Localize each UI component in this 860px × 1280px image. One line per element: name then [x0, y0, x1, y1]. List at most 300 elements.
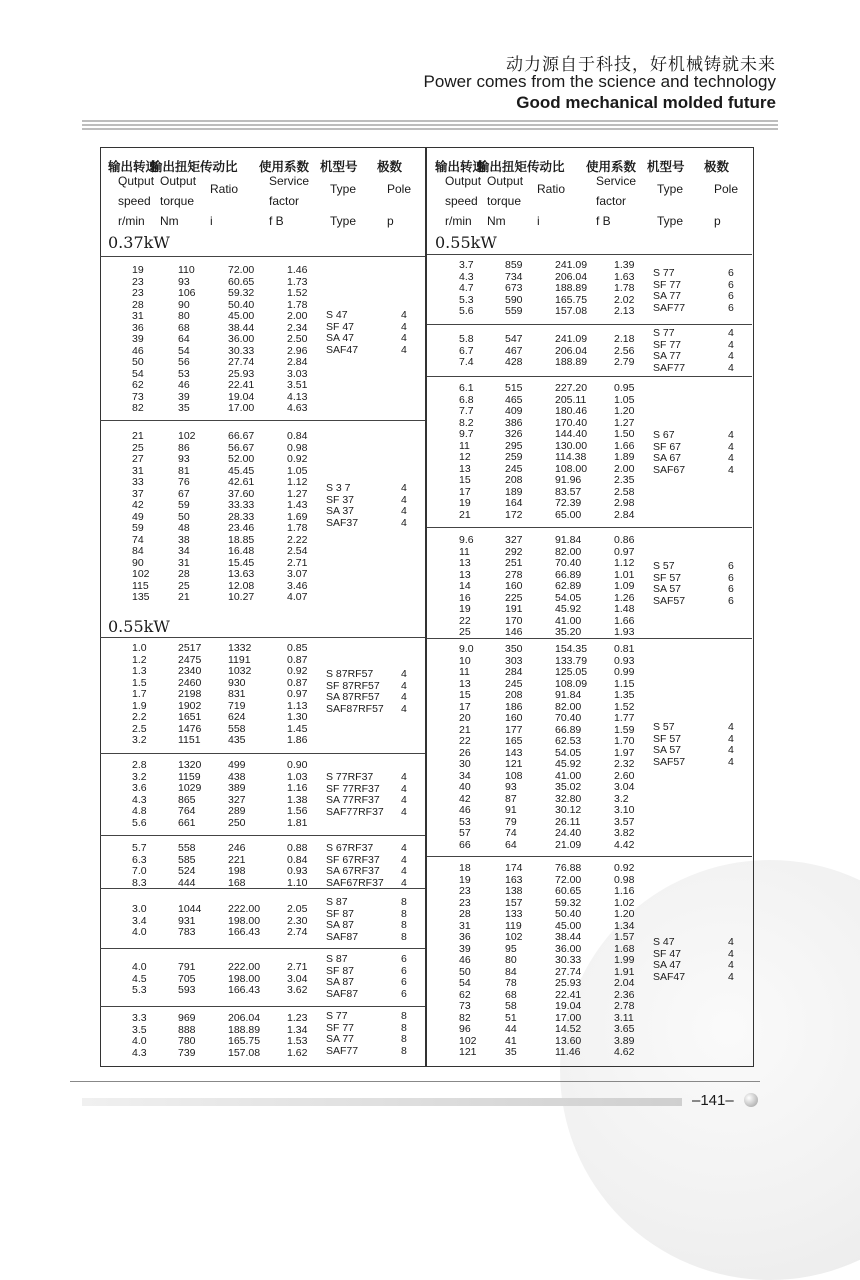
group-divider [100, 948, 425, 949]
service-factor-cell: 3.07 [287, 568, 308, 580]
service-factor-cell: 4.62 [614, 1046, 635, 1058]
ratio-cell: 10.27 [228, 591, 255, 603]
output-torque-cell: 31 [178, 556, 190, 569]
output-speed-cell: 21 [132, 430, 144, 442]
ratio-cell: 624 [228, 711, 246, 723]
output-speed-cell: 28 [459, 908, 471, 920]
type-model-label: SA 47 [326, 332, 355, 344]
service-factor-cell: 1.30 [287, 711, 308, 723]
ratio-cell: 26.11 [555, 815, 581, 828]
type-model-label: SA 77 [653, 290, 682, 302]
ratio-cell: 289 [228, 805, 246, 817]
service-factor-cell: 2.78 [614, 1000, 635, 1012]
type-model-label: SA 77 [653, 350, 682, 362]
header-slogan: Good mechanical molded future [516, 93, 776, 112]
service-factor-cell: 2.02 [614, 293, 635, 306]
ratio-cell: 65.00 [555, 508, 582, 521]
output-torque-cell: 444 [178, 876, 196, 889]
output-speed-cell: 4.3 [459, 270, 474, 283]
output-torque-cell: 64 [178, 333, 190, 345]
type-model-label: SF 57 [653, 571, 682, 584]
output-torque-cell: 35 [178, 402, 190, 414]
header-cell-unit: Type [657, 214, 684, 228]
ratio-cell: 222.00 [228, 903, 261, 915]
output-speed-cell: 22 [459, 735, 471, 747]
service-factor-cell: 2.74 [287, 926, 308, 938]
service-factor-cell: 1.39 [614, 259, 635, 271]
ratio-cell: 30.33 [555, 954, 582, 966]
service-factor-cell: 1.81 [287, 816, 308, 829]
output-speed-cell: 4.7 [459, 282, 474, 294]
output-speed-cell: 27 [132, 453, 144, 465]
pole-count-label: 6 [728, 583, 734, 595]
ratio-cell: 22.41 [228, 379, 255, 391]
output-speed-cell: 5.7 [132, 842, 147, 854]
type-model-label: SA 87 [326, 976, 355, 988]
ratio-cell: 327 [228, 793, 246, 806]
ratio-cell: 16.48 [228, 545, 255, 557]
output-torque-cell: 133 [505, 908, 523, 920]
service-factor-cell: 1.59 [614, 723, 635, 736]
service-factor-cell: 1.12 [287, 476, 308, 488]
ratio-cell: 35.02 [555, 781, 582, 793]
ratio-cell: 45.45 [228, 464, 255, 477]
ratio-cell: 36.00 [228, 333, 255, 345]
output-speed-cell: 5.8 [459, 333, 474, 345]
pole-count-label: 4 [401, 309, 407, 321]
type-model-label: SF 77RF37 [326, 782, 380, 795]
pole-count-label: 4 [728, 970, 734, 983]
output-torque-cell: 791 [178, 961, 196, 973]
pole-count-label: 4 [401, 679, 407, 692]
type-model-label: S 67 [653, 429, 675, 441]
output-speed-cell: 115 [132, 579, 149, 592]
header-title-en: Power comes from the science and technology [423, 72, 776, 91]
power-section-label: 0.55kW [108, 617, 170, 636]
output-torque-cell: 80 [178, 310, 190, 322]
output-speed-cell: 31 [459, 919, 471, 932]
pole-count-label: 8 [401, 1010, 407, 1022]
type-model-label: SF 87RF57 [326, 679, 380, 692]
output-speed-cell: 73 [132, 390, 144, 403]
service-factor-cell: 1.78 [287, 522, 308, 534]
output-speed-cell: 15 [459, 689, 471, 701]
output-speed-cell: 2.5 [132, 722, 147, 735]
type-model-label: SA 67 [653, 452, 682, 464]
output-speed-cell: 4.5 [132, 972, 147, 985]
header-cell-unit: Type [330, 214, 357, 228]
output-torque-cell: 191 [505, 603, 523, 615]
pole-count-label: 4 [401, 876, 407, 889]
pole-count-label: 4 [401, 853, 407, 866]
pole-count-label: 4 [728, 452, 734, 464]
service-factor-cell: 1.13 [287, 699, 308, 712]
ratio-cell: 13.60 [555, 1034, 582, 1047]
output-speed-cell: 17 [459, 485, 471, 498]
group-divider [100, 753, 425, 754]
output-speed-cell: 57 [459, 827, 471, 839]
output-torque-cell: 108 [505, 769, 523, 782]
service-factor-cell: 0.95 [614, 382, 635, 394]
type-model-label: SF 67 [653, 440, 682, 453]
ratio-cell: 1332 [228, 642, 252, 654]
group-divider [100, 1006, 425, 1007]
output-speed-cell: 19 [459, 873, 471, 886]
ratio-cell: 15.45 [228, 556, 255, 569]
output-speed-cell: 4.8 [132, 805, 147, 817]
type-model-label: SA 77RF37 [326, 794, 380, 806]
service-factor-cell: 1.53 [287, 1035, 308, 1047]
group-divider [427, 527, 752, 528]
ratio-cell: 21.09 [555, 838, 582, 851]
output-speed-cell: 42 [132, 499, 144, 511]
output-torque-cell: 208 [505, 474, 523, 486]
pole-count-label: 4 [401, 794, 407, 806]
group-divider [100, 835, 425, 836]
pole-count-label: 6 [728, 571, 734, 584]
type-model-label: SAF47 [326, 343, 359, 356]
ratio-cell: 50.40 [555, 908, 582, 920]
header-cell-en2: speed [445, 194, 478, 208]
output-speed-cell: 74 [132, 533, 144, 546]
output-speed-cell: 19 [459, 497, 471, 509]
service-factor-cell: 1.01 [614, 568, 635, 581]
output-torque-cell: 95 [505, 942, 517, 955]
output-torque-cell: 865 [178, 793, 196, 806]
type-model-label: S 47 [653, 936, 675, 948]
output-torque-cell: 54 [178, 344, 190, 357]
service-factor-cell: 0.98 [614, 873, 635, 886]
service-factor-cell: 2.22 [287, 533, 308, 546]
output-torque-cell: 590 [505, 293, 523, 306]
header-cell-en1: Output [160, 174, 197, 188]
ratio-cell: 165.75 [228, 1035, 261, 1047]
output-torque-cell: 1902 [178, 699, 202, 712]
output-torque-cell: 465 [505, 393, 523, 406]
output-speed-cell: 23 [132, 275, 144, 288]
output-speed-cell: 102 [132, 568, 150, 580]
ratio-cell: 33.33 [228, 499, 255, 511]
ratio-cell: 205.11 [555, 393, 587, 406]
ratio-cell: 42.61 [228, 476, 255, 488]
output-torque-cell: 106 [178, 287, 196, 299]
pole-count-label: 4 [401, 865, 407, 877]
output-torque-cell: 146 [505, 626, 523, 638]
ratio-cell: 38.44 [228, 321, 255, 334]
output-speed-cell: 59 [132, 522, 144, 534]
output-speed-cell: 7.0 [132, 865, 147, 877]
pole-count-label: 4 [401, 702, 407, 715]
output-torque-cell: 56 [178, 356, 190, 368]
ratio-cell: 222.00 [228, 961, 261, 973]
header-cell-cn: 机型号 [320, 160, 358, 174]
output-torque-cell: 245 [505, 462, 523, 475]
group-divider [100, 256, 425, 257]
output-speed-cell: 11 [459, 545, 470, 558]
type-model-label: SA 87 [326, 919, 355, 931]
ratio-cell: 62.89 [555, 580, 582, 592]
output-torque-cell: 350 [505, 643, 523, 655]
service-factor-cell: 3.11 [614, 1011, 634, 1024]
header-cell-en2: speed [118, 194, 151, 208]
header-cell-en1: Output [445, 174, 482, 188]
output-speed-cell: 1.2 [132, 653, 147, 666]
output-torque-cell: 93 [178, 453, 190, 465]
output-torque-cell: 326 [505, 428, 523, 440]
output-torque-cell: 186 [505, 700, 523, 713]
group-divider [427, 324, 752, 325]
type-model-label: S 87RF57 [326, 668, 374, 680]
output-torque-cell: 1151 [178, 734, 201, 746]
pole-count-label: 4 [401, 782, 407, 795]
pole-count-label: 4 [401, 493, 407, 506]
ratio-cell: 50.40 [228, 298, 255, 311]
type-model-label: S 77 [326, 1010, 348, 1022]
header-cell-en1: Ratio [210, 182, 239, 196]
ratio-cell: 28.33 [228, 510, 255, 523]
ratio-cell: 35.20 [555, 626, 582, 638]
header-cell-cn: 传动比 [200, 160, 238, 174]
pole-count-label: 4 [728, 327, 734, 339]
ratio-cell: 188.89 [555, 356, 588, 368]
header-cell-en1: Pole [387, 182, 412, 196]
service-factor-cell: 1.66 [614, 439, 635, 452]
output-torque-cell: 2340 [178, 665, 202, 677]
output-torque-cell: 284 [505, 666, 523, 678]
ratio-cell: 38.44 [555, 931, 582, 943]
output-speed-cell: 135 [132, 591, 150, 603]
output-speed-cell: 13 [459, 462, 471, 475]
service-factor-cell: 1.16 [287, 782, 308, 794]
header-stripe-bar [82, 120, 778, 130]
output-torque-cell: 81 [178, 464, 190, 477]
service-factor-cell: 2.71 [287, 556, 308, 569]
ratio-cell: 166.43 [228, 984, 261, 996]
output-speed-cell: 49 [132, 510, 144, 523]
output-speed-cell: 9.6 [459, 534, 474, 546]
type-model-label: SF 77 [653, 338, 682, 351]
output-speed-cell: 2.8 [132, 759, 147, 771]
ratio-cell: 70.40 [555, 557, 582, 569]
pole-count-label: 6 [728, 560, 734, 572]
service-factor-cell: 1.97 [614, 746, 635, 759]
pole-count-label: 6 [401, 976, 407, 988]
type-model-label: S 87 [326, 953, 348, 965]
type-model-label: SAF57 [653, 755, 686, 768]
ratio-cell: 1191 [228, 653, 251, 666]
output-torque-cell: 245 [505, 677, 523, 690]
header-cell-en1: Ratio [537, 182, 566, 196]
type-model-label: SAF77 [653, 361, 686, 374]
output-speed-cell: 28 [132, 298, 144, 311]
output-speed-cell: 20 [459, 712, 471, 724]
service-factor-cell: 2.04 [614, 977, 635, 989]
output-speed-cell: 2.2 [132, 711, 147, 723]
ratio-cell: 170.40 [555, 416, 588, 429]
ratio-cell: 241.09 [555, 333, 588, 345]
header-cell-en2: factor [596, 194, 627, 208]
output-torque-cell: 50 [178, 510, 190, 523]
service-factor-cell: 1.05 [287, 464, 308, 477]
type-model-label: SA 87RF57 [326, 691, 380, 703]
pole-count-label: 4 [728, 338, 734, 351]
service-factor-cell: 1.35 [614, 689, 635, 701]
output-speed-cell: 96 [459, 1023, 471, 1035]
service-factor-cell: 2.79 [614, 356, 635, 368]
type-model-label: SA 57 [653, 744, 682, 756]
service-factor-cell: 3.2 [614, 792, 629, 805]
service-factor-cell: 1.62 [287, 1046, 308, 1059]
output-torque-cell: 734 [505, 270, 523, 283]
service-factor-cell: 1.78 [287, 298, 308, 311]
ratio-cell: 60.65 [228, 275, 255, 288]
type-model-label: SA 37 [326, 505, 355, 517]
ratio-cell: 188.89 [228, 1023, 261, 1036]
output-speed-cell: 1.9 [132, 699, 147, 712]
output-speed-cell: 3.2 [132, 770, 147, 783]
output-speed-cell: 46 [459, 804, 471, 816]
type-model-label: S 87 [326, 896, 348, 908]
pole-count-label: 8 [401, 1044, 407, 1057]
group-divider [427, 638, 752, 639]
service-factor-cell: 1.46 [287, 264, 308, 276]
output-speed-cell: 26 [459, 746, 471, 759]
ratio-cell: 719 [228, 699, 246, 712]
header-cell-cn: 传动比 [527, 160, 565, 174]
output-speed-cell: 73 [459, 1000, 471, 1012]
header-cell-cn: 使用系数 [586, 160, 637, 174]
service-factor-cell: 2.34 [287, 321, 308, 334]
pole-count-label: 6 [728, 290, 734, 302]
ratio-cell: 17.00 [555, 1011, 582, 1024]
pole-count-label: 8 [401, 896, 407, 908]
service-factor-cell: 1.20 [614, 908, 635, 920]
output-torque-cell: 86 [178, 441, 190, 454]
output-speed-cell: 1.5 [132, 676, 147, 689]
ratio-cell: 45.92 [555, 758, 582, 770]
ratio-cell: 19.04 [228, 390, 255, 403]
output-speed-cell: 3.4 [132, 914, 147, 927]
output-speed-cell: 6.3 [132, 853, 147, 866]
pole-count-label: 4 [728, 744, 734, 756]
output-torque-cell: 888 [178, 1023, 196, 1036]
pole-count-label: 4 [401, 668, 407, 680]
ratio-cell: 45.92 [555, 603, 582, 615]
ratio-cell: 24.40 [555, 827, 582, 839]
service-factor-cell: 3.62 [287, 984, 308, 996]
service-factor-cell: 3.46 [287, 579, 308, 592]
service-factor-cell: 1.86 [287, 734, 308, 746]
output-torque-cell: 165 [505, 735, 523, 747]
service-factor-cell: 1.20 [614, 405, 635, 417]
output-speed-cell: 5.6 [459, 305, 474, 317]
output-torque-cell: 705 [178, 972, 196, 985]
output-speed-cell: 90 [132, 556, 144, 569]
service-factor-cell: 0.85 [287, 642, 308, 654]
service-factor-cell: 1.27 [614, 416, 635, 429]
output-speed-cell: 14 [459, 580, 471, 592]
output-torque-cell: 157 [505, 896, 523, 909]
service-factor-cell: 0.92 [614, 862, 635, 874]
type-model-label: SAF77 [653, 301, 686, 314]
output-torque-cell: 93 [178, 275, 190, 288]
output-torque-cell: 593 [178, 984, 196, 996]
header-cell-unit: p [387, 214, 394, 228]
ratio-cell: 241.09 [555, 259, 588, 271]
output-speed-cell: 16 [459, 591, 471, 604]
output-torque-cell: 110 [178, 264, 195, 276]
ratio-cell: 52.00 [228, 453, 255, 465]
output-torque-cell: 79 [505, 815, 517, 828]
output-torque-cell: 59 [178, 499, 190, 511]
type-model-label: S 57 [653, 721, 675, 733]
header-cell-en1: Type [657, 182, 684, 196]
service-factor-cell: 1.50 [614, 428, 635, 440]
output-torque-cell: 1651 [178, 711, 202, 723]
output-torque-cell: 51 [505, 1011, 517, 1024]
type-model-label: SF 77 [326, 1021, 355, 1034]
output-speed-cell: 37 [132, 487, 144, 500]
type-model-label: SAF77 [326, 1044, 359, 1057]
output-speed-cell: 13 [459, 677, 471, 690]
pole-count-label: 8 [401, 930, 407, 943]
ratio-cell: 83.57 [555, 485, 582, 498]
ratio-cell: 25.93 [555, 977, 582, 989]
pole-count-label: 8 [401, 1021, 407, 1034]
header-title-cn: 动力源自于科技，好机械铸就未来 [506, 55, 776, 75]
service-factor-cell: 4.13 [287, 390, 308, 403]
service-factor-cell: 4.07 [287, 591, 308, 603]
ratio-cell: 133.79 [555, 654, 588, 667]
output-torque-cell: 2517 [178, 642, 202, 654]
service-factor-cell: 3.51 [287, 379, 308, 391]
header-cell-unit: Nm [487, 214, 506, 228]
output-speed-cell: 3.0 [132, 903, 147, 915]
ratio-cell: 165.75 [555, 293, 588, 306]
output-speed-cell: 21 [459, 723, 471, 736]
output-speed-cell: 82 [132, 402, 144, 414]
pole-count-label: 4 [728, 947, 734, 960]
output-speed-cell: 6.8 [459, 393, 474, 406]
output-speed-cell: 39 [132, 333, 144, 345]
service-factor-cell: 0.92 [287, 453, 308, 465]
type-model-label: SA 57 [653, 583, 682, 595]
output-torque-cell: 102 [178, 430, 196, 442]
ratio-cell: 206.04 [555, 270, 588, 283]
type-model-label: SAF57 [653, 594, 686, 607]
header-cell-en1: Type [330, 182, 357, 196]
page-dot-icon [744, 1093, 758, 1107]
type-model-label: SAF87 [326, 930, 359, 943]
type-model-label: SAF67RF37 [326, 876, 384, 889]
group-divider [427, 376, 752, 377]
pole-count-label: 4 [401, 842, 407, 854]
service-factor-cell: 0.93 [614, 654, 635, 667]
type-model-label: SF 67RF37 [326, 853, 380, 866]
output-torque-cell: 386 [505, 416, 523, 429]
ratio-cell: 22.41 [555, 988, 582, 1001]
ratio-cell: 32.80 [555, 792, 582, 805]
ratio-cell: 198.00 [228, 914, 261, 927]
output-speed-cell: 36 [459, 931, 471, 943]
output-torque-cell: 764 [178, 805, 196, 817]
type-model-label: S 47 [326, 309, 348, 321]
service-factor-cell: 2.84 [614, 508, 635, 521]
output-torque-cell: 64 [505, 838, 517, 851]
output-speed-cell: 4.3 [132, 1046, 147, 1059]
service-factor-cell: 1.89 [614, 451, 635, 463]
ratio-cell: 59.32 [228, 287, 255, 299]
